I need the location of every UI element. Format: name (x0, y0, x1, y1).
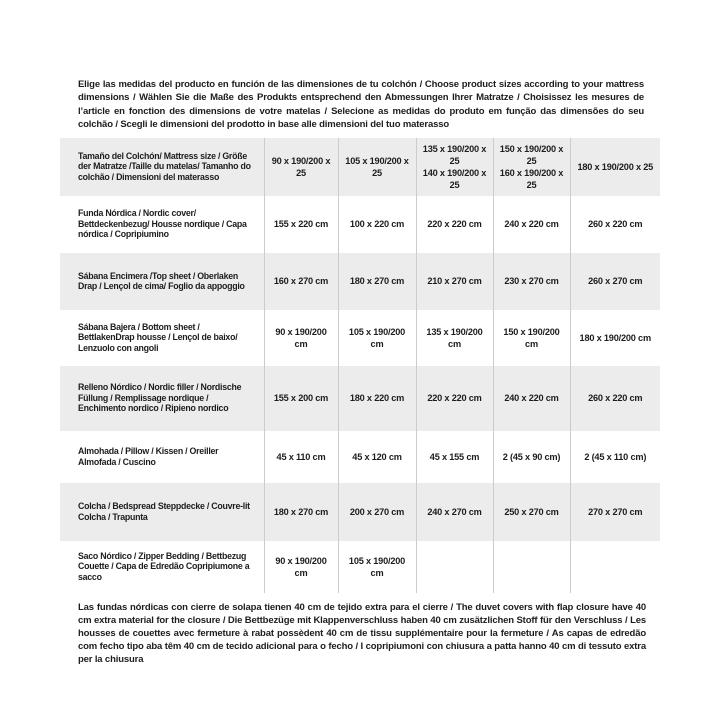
size-cell: 180 x 270 cm (264, 483, 338, 541)
size-cell: 210 x 270 cm (416, 253, 493, 310)
size-cell: 150 x 190/200 cm (493, 310, 570, 366)
table-row (60, 310, 660, 366)
size-cell (416, 138, 493, 196)
size-cell-line: 135 x 190/200 x 25 (422, 143, 487, 166)
table-row (60, 483, 660, 541)
size-cell: 155 x 220 cm (264, 196, 338, 253)
size-cell: 180 x 220 cm (338, 366, 416, 431)
size-cell-line: 160 x 190/200 x 25 (499, 167, 564, 190)
size-cell: 45 x 120 cm (338, 431, 416, 483)
size-cell: 135 x 190/200 cm (416, 310, 493, 366)
size-cell: 90 x 190/200 cm (264, 541, 338, 593)
row-label: Almohada / Pillow / Kissen / Oreiller Almofada / Cuscino (78, 446, 219, 467)
size-cell-line: 140 x 190/200 x 25 (422, 167, 487, 190)
size-cell: 230 x 270 cm (493, 253, 570, 310)
size-cell: 220 x 220 cm (416, 196, 493, 253)
row-label: Sábana Encimera /Top sheet / Oberlaken Drap / Lençol de cima/ Foglio da appoggio (78, 270, 245, 292)
size-cell: 155 x 200 cm (264, 366, 338, 431)
table-row (60, 253, 660, 310)
size-cell: 180 x 190/200 x 25 (570, 138, 660, 196)
size-cell: 105 x 190/200 cm (338, 310, 416, 366)
size-cell (493, 541, 570, 593)
row-label: Tamaño del Colchón/ Mattress size / Größe der Matratze /Taille du matelas/ Tamanho do colchão / Dimensioni del materasso (78, 150, 251, 182)
size-cell (493, 138, 570, 196)
table-row (60, 196, 660, 253)
size-cell: 200 x 270 cm (338, 483, 416, 541)
size-cell: 105 x 190/200 cm (338, 541, 416, 593)
table-row (60, 431, 660, 483)
size-table (60, 138, 660, 593)
footnote: Las fundas nórdicas con cierre de solapa tienen 40 cm de tejido extra para el cierre / The duvet covers with flap closure have 40 cm extra material for the closure / Die Bettbezüge mit Klappenverschluss haben 40 cm zusätzlichen Stoff für den Verschluss / Les housses de couettes avec fermeture à rabat possèdent 40 cm de tissu supplémentaire pour la fermeture / As capas de edredão com fecho tipo aba têm 40 cm de tecido adicional para o fecho / I copripiumoni con chiusura a patta hanno 40 cm di tessuto extra per la chiusura (78, 601, 646, 666)
size-cell: 240 x 220 cm (493, 366, 570, 431)
table-row (60, 541, 660, 593)
row-label: Funda Nórdica / Nordic cover/ Bettdeckenbezug/ Housse nordique / Capa nórdica / Copripiumino (78, 208, 247, 240)
size-cell: 260 x 270 cm (570, 253, 660, 310)
size-cell: 270 x 270 cm (570, 483, 660, 541)
row-label: Saco Nórdico / Zipper Bedding / Bettbezug Couette / Capa de Edredão Copripiumone a sacco (78, 550, 250, 582)
table-row (60, 366, 660, 431)
size-cell (570, 541, 660, 593)
size-cell: 260 x 220 cm (570, 196, 660, 253)
size-cell: 90 x 190/200 cm (264, 310, 338, 366)
page-title: Elige las medidas del producto en función de las dimensiones de tu colchón / Choose product sizes according to your mattress dimensions / Wählen Sie die Maße des Produkts entsprechend den Abmessungen Ihrer Matratze / Choisissez les mesures de l’article en fonction des dimensions de votre matelas / Selecione as medidas do produto em função das dimensões do seu colchão / Scegli le dimensioni del prodotto in base alle dimensioni del tuo materasso (78, 79, 644, 131)
size-cell (416, 541, 493, 593)
size-cell: 240 x 220 cm (493, 196, 570, 253)
size-cell: 45 x 110 cm (264, 431, 338, 483)
row-label: Sábana Bajera / Bottom sheet / BettlakenDrap housse / Lençol de baixo/ Lenzuolo con angoli (78, 321, 238, 353)
size-cell: 105 x 190/200 x 25 (338, 138, 416, 196)
row-label: Colcha / Bedspread Steppdecke / Couvre-lit Colcha / Trapunta (78, 501, 250, 522)
size-cell: 160 x 270 cm (264, 253, 338, 310)
size-cell: 2 (45 x 110 cm) (570, 431, 660, 483)
size-cell: 45 x 155 cm (416, 431, 493, 483)
size-cell: 180 x 190/200 cm (570, 310, 660, 366)
size-cell: 260 x 220 cm (570, 366, 660, 431)
size-cell: 100 x 220 cm (338, 196, 416, 253)
size-cell: 180 x 270 cm (338, 253, 416, 310)
size-cell: 90 x 190/200 x 25 (264, 138, 338, 196)
size-cell: 220 x 220 cm (416, 366, 493, 431)
size-cell-line: 150 x 190/200 x 25 (499, 143, 564, 166)
size-cell: 240 x 270 cm (416, 483, 493, 541)
row-label: Relleno Nórdico / Nordic filler / Nordische Füllung / Remplissage nordique / Enchimento nordico / Ripieno nordico (78, 382, 242, 414)
size-cell: 2 (45 x 90 cm) (493, 431, 570, 483)
size-cell: 250 x 270 cm (493, 483, 570, 541)
table-row-header (60, 138, 660, 196)
